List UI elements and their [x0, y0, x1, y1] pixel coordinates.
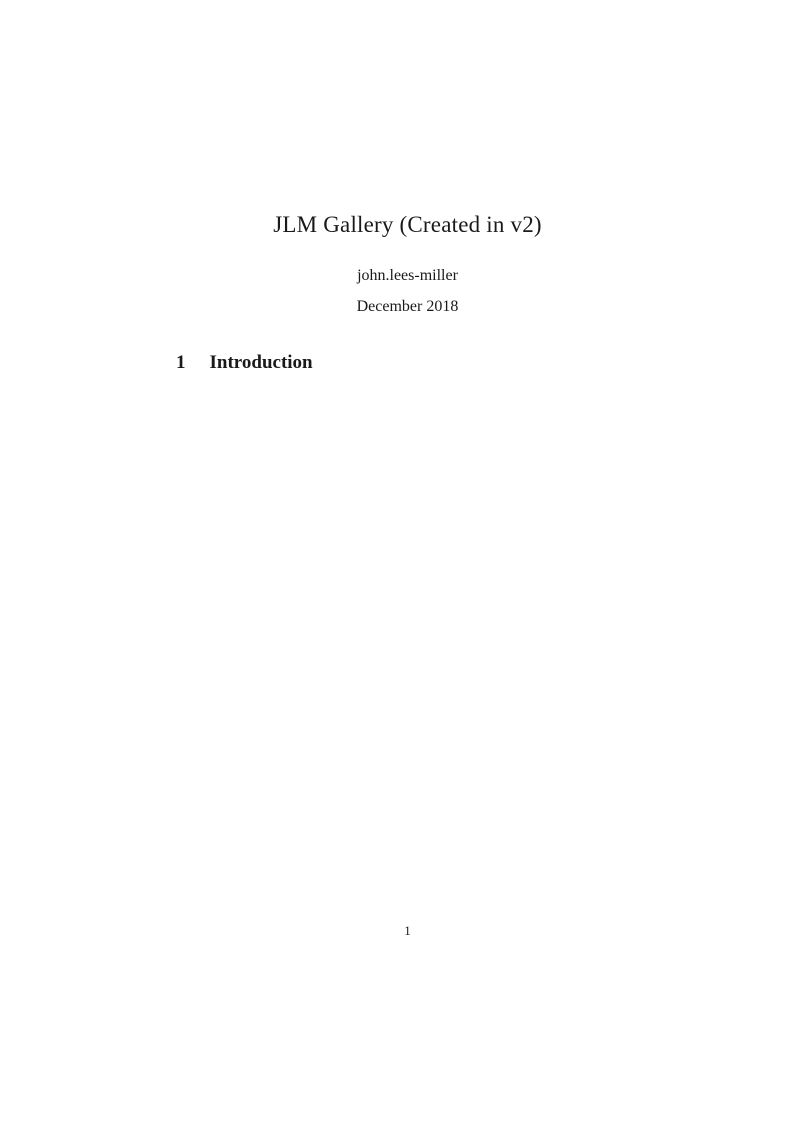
- page-number: 1: [404, 923, 411, 938]
- document-author: john.lees-miller: [357, 267, 458, 284]
- section-title: Introduction: [209, 352, 313, 373]
- section-number: 1: [176, 352, 186, 373]
- document-date: December 2018: [356, 298, 459, 315]
- section-heading: [176, 352, 639, 374]
- document-title: JLM Gallery (Created in v2): [273, 212, 542, 237]
